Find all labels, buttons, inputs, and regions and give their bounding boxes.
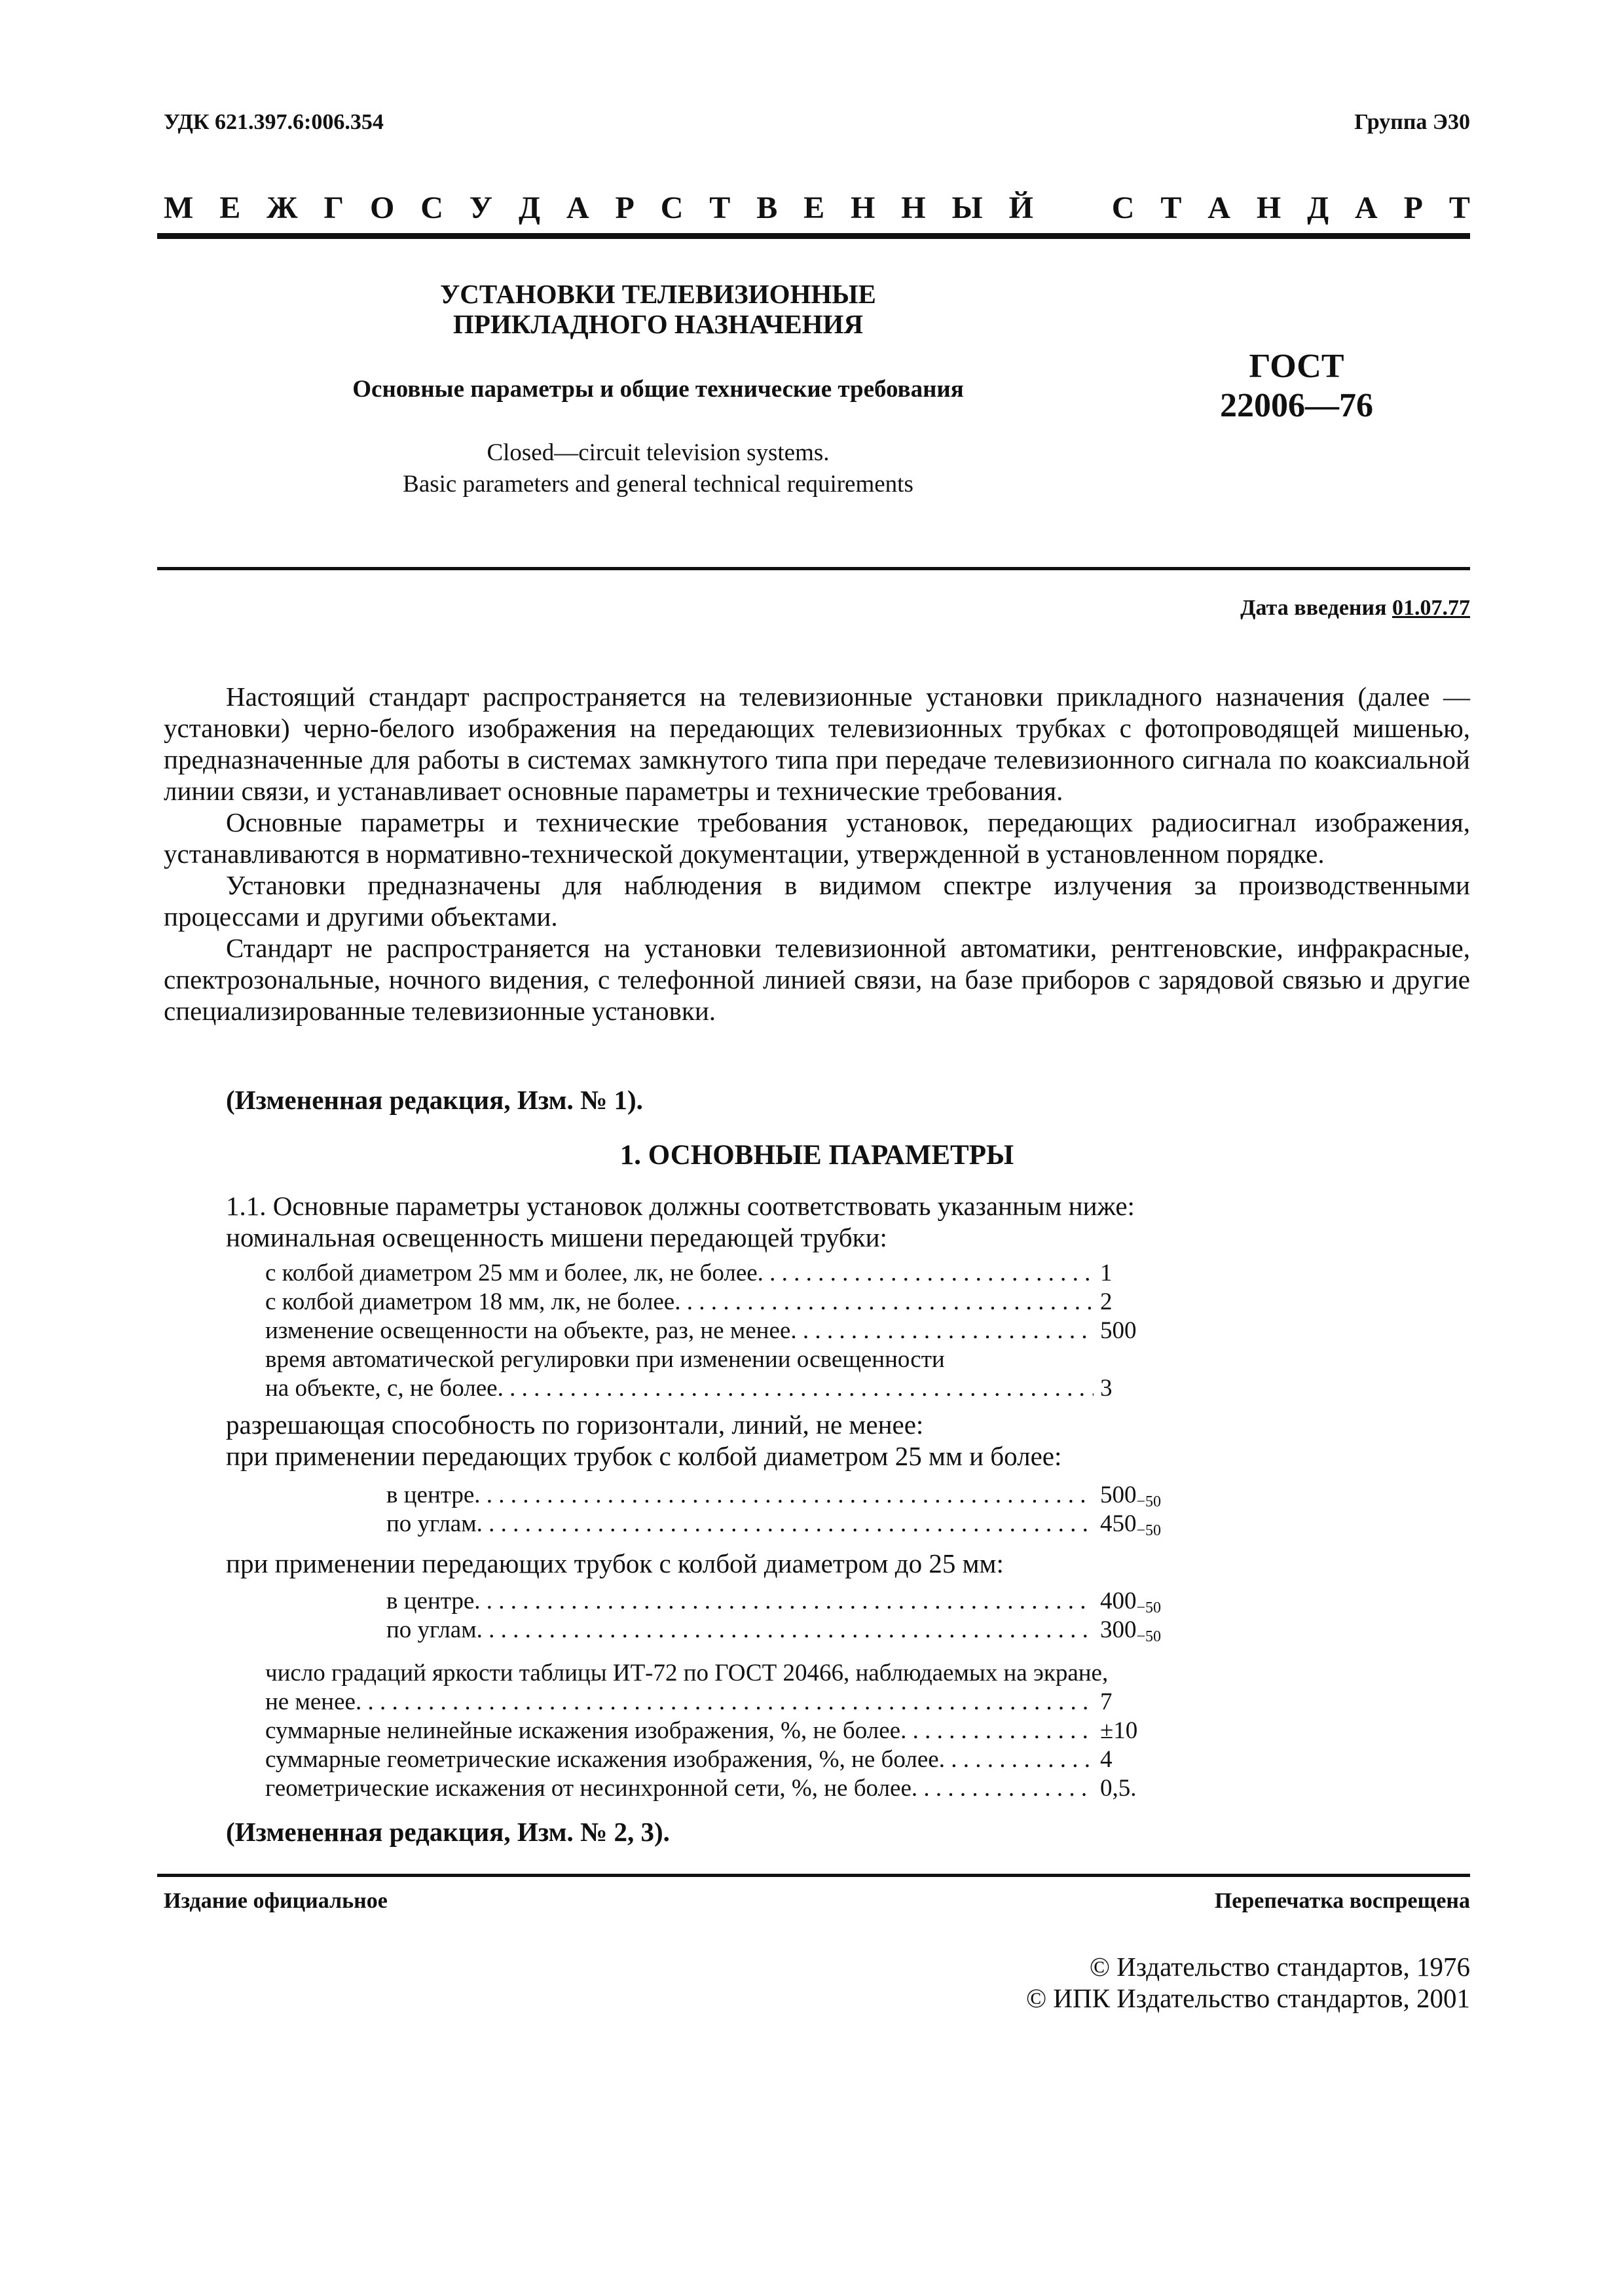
param-number: 450 — [1100, 1510, 1137, 1537]
banner-letter: С — [420, 191, 443, 225]
document-subtitle: Основные параметры и общие технические требования — [352, 376, 964, 403]
param-value: 0,5. — [1100, 1775, 1137, 1802]
title-rule — [157, 567, 1470, 570]
tolerance: −50 — [1136, 1599, 1162, 1616]
banner-letter: Т — [1448, 191, 1470, 225]
group-code: Группа Э30 — [1354, 110, 1470, 134]
banner-letter: Т — [1160, 191, 1182, 225]
banner-letter: Ж — [267, 191, 298, 225]
document-title — [327, 279, 989, 339]
param-label: не менее — [265, 1688, 356, 1715]
param-label: суммарные нелинейные искажения изображения, %, не более — [265, 1717, 901, 1744]
banner-letter: С — [1111, 191, 1135, 225]
param-row — [265, 1688, 1094, 1717]
param-row — [265, 1259, 1094, 1288]
param-label: геометрические искажения от несинхронной сети, %, не более — [265, 1775, 912, 1802]
banner-letter: М — [164, 191, 194, 225]
illumination-heading: номинальная освещенность мишени передающей трубки: — [226, 1222, 887, 1252]
intro-text — [164, 681, 1470, 1027]
tolerance: −50 — [1136, 1628, 1162, 1645]
banner-letter: Р — [615, 191, 635, 225]
param-value: 3 — [1100, 1375, 1113, 1402]
amendment-note-2: (Измененная редакция, Изм. № 2, 3). — [226, 1817, 670, 1847]
param-number: 300 — [1100, 1616, 1137, 1643]
banner-letter: Д — [518, 191, 540, 225]
banner-letter: А — [1355, 191, 1378, 225]
param-value: 1 — [1100, 1260, 1113, 1286]
banner-letter: Т — [709, 191, 731, 225]
param-label: суммарные геометрические искажения изображения, %, не более — [265, 1746, 939, 1773]
banner-letter: О — [369, 191, 395, 225]
amendment-note-1: (Измененная редакция, Изм. № 1). — [226, 1085, 643, 1115]
tolerance: −50 — [1136, 1493, 1162, 1510]
param-label: на объекте, с, не более — [265, 1375, 498, 1402]
banner-rule — [157, 233, 1470, 239]
param-label: по углам — [386, 1616, 477, 1643]
param-row — [265, 1317, 1094, 1345]
param-label: в центре — [386, 1482, 475, 1508]
param-row — [386, 1481, 1094, 1510]
banner-letter: Н — [1256, 191, 1281, 225]
title-line: УСТАНОВКИ ТЕЛЕВИЗИОННЫЕ — [440, 279, 876, 309]
english-title-line: Closed—circuit television systems. — [487, 439, 830, 466]
udk-code: УДК 621.397.6:006.354 — [164, 110, 384, 134]
banner-letter: Н — [901, 191, 926, 225]
title-line: ПРИКЛАДНОГО НАЗНАЧЕНИЯ — [452, 309, 864, 339]
param-row — [265, 1374, 1094, 1403]
section-heading: 1. ОСНОВНЫЕ ПАРАМЕТРЫ — [619, 1140, 1014, 1171]
param-row — [386, 1587, 1094, 1616]
official-edition: Издание официальное — [164, 1889, 388, 1913]
effective-date-label: Дата введения — [1240, 596, 1387, 620]
footer-rule — [157, 1874, 1470, 1877]
reprint-prohibited: Перепечатка воспрещена — [1214, 1889, 1470, 1913]
banner-letter: С — [660, 191, 684, 225]
param-label: с колбой диаметром 18 мм, лк, не более — [265, 1288, 675, 1315]
banner-letter: Г — [323, 191, 344, 225]
banner-letter: А — [1207, 191, 1230, 225]
effective-date — [1240, 596, 1470, 621]
banner-letter: В — [756, 191, 778, 225]
english-title-line: Basic parameters and general technical requirements — [403, 471, 913, 498]
banner-letter: У — [469, 191, 493, 225]
param-label-line: время автоматической регулировки при изменении освещенности — [265, 1346, 945, 1373]
banner-letter: Й — [1008, 191, 1033, 225]
banner-letter: Е — [803, 191, 825, 225]
param-value — [1100, 1616, 1161, 1651]
paragraph: Настоящий стандарт распространяется на телевизионные установки прикладного назначения (далее — установки) черно-белого изображения на передающих телевизионных трубках с фотопроводящей мишенью, предназначенные для работы в системах замкнутого типа при передаче телевизионного сигнала по коаксиальной линии связи, и устанавливает основные параметры и технические требования. — [164, 682, 1470, 806]
interstate-standard-banner — [164, 190, 1470, 226]
param-number: 500 — [1100, 1482, 1137, 1508]
param-row — [386, 1510, 1094, 1539]
banner-letter: Д — [1307, 191, 1329, 225]
param-label: по углам — [386, 1510, 477, 1537]
banner-letter: Е — [219, 191, 241, 225]
copyright-line: © ИПК Издательство стандартов, 2001 — [1025, 1983, 1470, 2013]
banner-letter: Р — [1403, 191, 1423, 225]
gost-number — [1172, 347, 1421, 426]
paragraph: Стандарт не распространяется на установки телевизионной автоматики, рентгеновские, инфракрасные, спектрозональные, ночного видения, с телефонной линией связи, на базе приборов с зарядовой связью и другие специализированные телевизионные установки. — [164, 933, 1470, 1026]
banner-letter: А — [566, 191, 589, 225]
param-number: 400 — [1100, 1588, 1137, 1614]
gost-label: ГОСТ — [1249, 348, 1344, 385]
param-label: с колбой диаметром 25 мм и более, лк, не более — [265, 1260, 758, 1286]
param-label: в центре — [386, 1588, 475, 1614]
english-title — [262, 437, 1054, 500]
param-value: ±10 — [1100, 1717, 1138, 1744]
param-row — [386, 1616, 1094, 1645]
tolerance: −50 — [1136, 1522, 1162, 1539]
resolution-subheading: при применении передающих трубок с колбой диаметром до 25 мм: — [226, 1548, 1004, 1578]
resolution-subheading: при применении передающих трубок с колбой диаметром 25 мм и более: — [226, 1441, 1062, 1471]
copyright-line: © Издательство стандартов, 1976 — [1089, 1952, 1470, 1982]
param-label: изменение освещенности на объекте, раз, не менее — [265, 1317, 791, 1344]
banner-letter: Н — [851, 191, 876, 225]
param-value: 2 — [1100, 1288, 1113, 1315]
clause-1-1: 1.1. Основные параметры установок должны соответствовать указанным ниже: — [226, 1191, 1135, 1221]
param-row — [265, 1745, 1094, 1774]
effective-date-value: 01.07.77 — [1392, 596, 1470, 620]
banner-letter: Ы — [951, 191, 983, 225]
param-value: 7 — [1100, 1688, 1113, 1715]
param-label-line: число градаций яркости таблицы ИТ-72 по ГОСТ 20466, наблюдаемых на экране, — [265, 1660, 1109, 1686]
paragraph: Установки предназначены для наблюдения в видимом спектре излучения за производственными процессами и другими объектами. — [164, 870, 1470, 932]
param-row — [265, 1774, 1094, 1803]
param-row — [265, 1717, 1094, 1745]
resolution-heading: разрешающая способность по горизонтали, линий, не менее: — [226, 1410, 924, 1440]
param-value: 500 — [1100, 1317, 1137, 1344]
param-value: 4 — [1100, 1746, 1113, 1773]
param-row — [265, 1288, 1094, 1317]
param-value — [1100, 1510, 1161, 1545]
gost-code: 22006—76 — [1220, 387, 1373, 424]
paragraph: Основные параметры и технические требования установок, передающих радиосигнал изображения, устанавливаются в нормативно-технической документации, утвержденной в установленном порядке. — [164, 807, 1470, 869]
